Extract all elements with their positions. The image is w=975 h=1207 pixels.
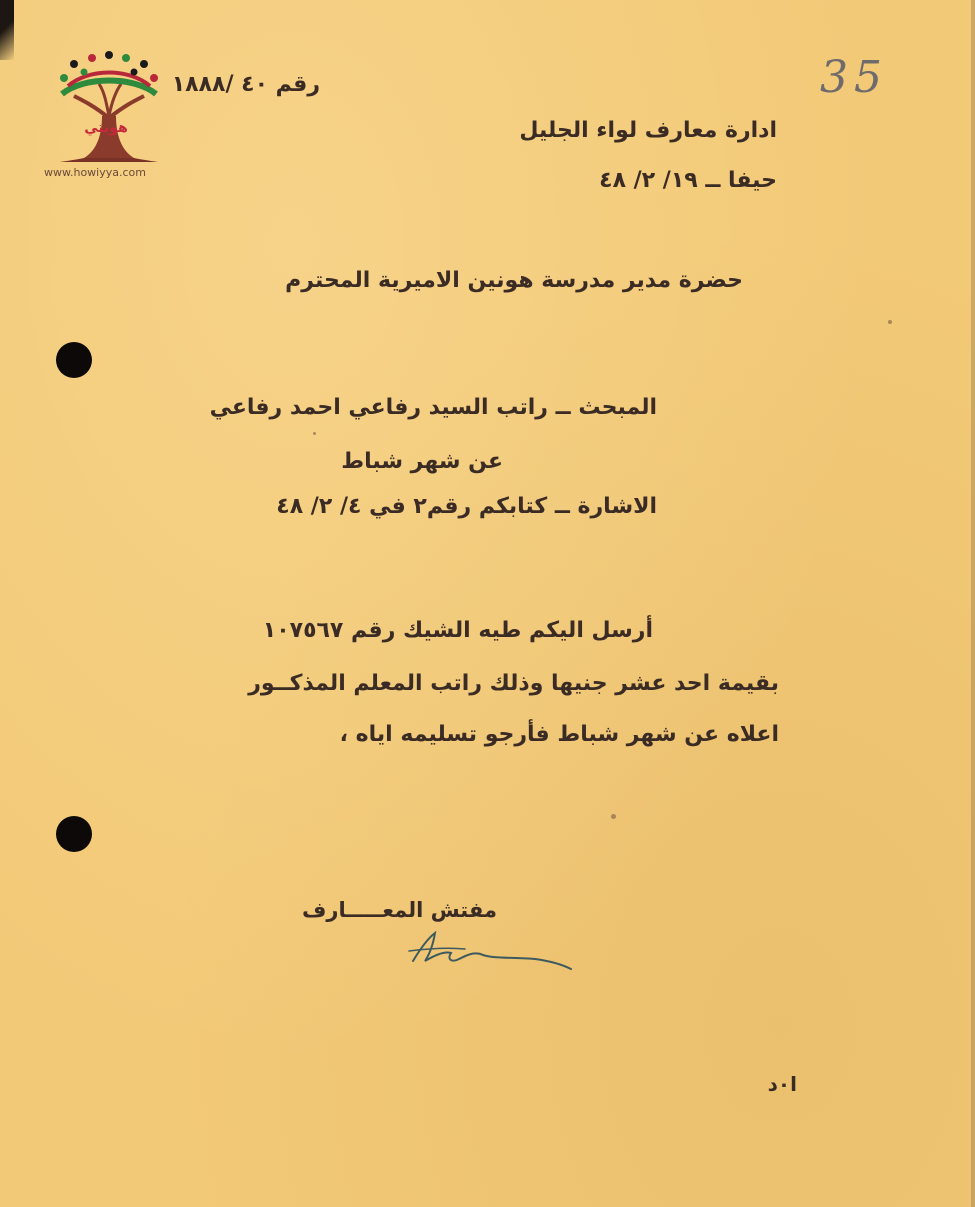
typist-initials: ا٠د [767, 1072, 797, 1096]
body-line: اعلاه عن شهر شباط فأرجو تسليمه اياه ، [339, 722, 779, 747]
folio-number: 35 [820, 52, 888, 103]
paper-speck [888, 320, 892, 324]
punch-hole-top [56, 342, 92, 378]
scan-right-edge [971, 0, 975, 1207]
addressee-line: حضرة مدير مدرسة هونين الاميرية المحترم [285, 268, 743, 293]
handwritten-signature-icon [405, 925, 575, 973]
watermark-url: www.howiyya.com [44, 166, 146, 179]
logo-wordmark: هويتي [84, 120, 128, 136]
body-line: أرسل اليكم طيه الشيك رقم ١٠٧٥٦٧ [262, 618, 653, 643]
paper-speck [313, 432, 316, 435]
signer-title: مفتش المعـــــارف [302, 898, 497, 922]
reference-line: الاشارة ــ كتابكم رقم٢ في ٤/ ٢/ ٤٨ [276, 494, 657, 519]
reference-number: رقم ٤٠ /١٨٨٨ [171, 72, 320, 97]
body-line: بقيمة احد عشر جنيها وذلك راتب المعلم المذكــور [248, 671, 779, 696]
howiyya-tree-logo-icon [44, 46, 174, 186]
department-heading: ادارة معارف لواء الجليل [519, 118, 777, 143]
scan-corner-shadow [0, 0, 14, 60]
place-and-date: حيفا ــ ١٩/ ٢/ ٤٨ [599, 168, 777, 193]
punch-hole-bottom [56, 816, 92, 852]
paper-speck [611, 814, 616, 819]
subject-line: المبحث ــ راتب السيد رفاعي احمد رفاعي [209, 395, 657, 420]
subject-month-line: عن شهر شباط [341, 449, 503, 474]
